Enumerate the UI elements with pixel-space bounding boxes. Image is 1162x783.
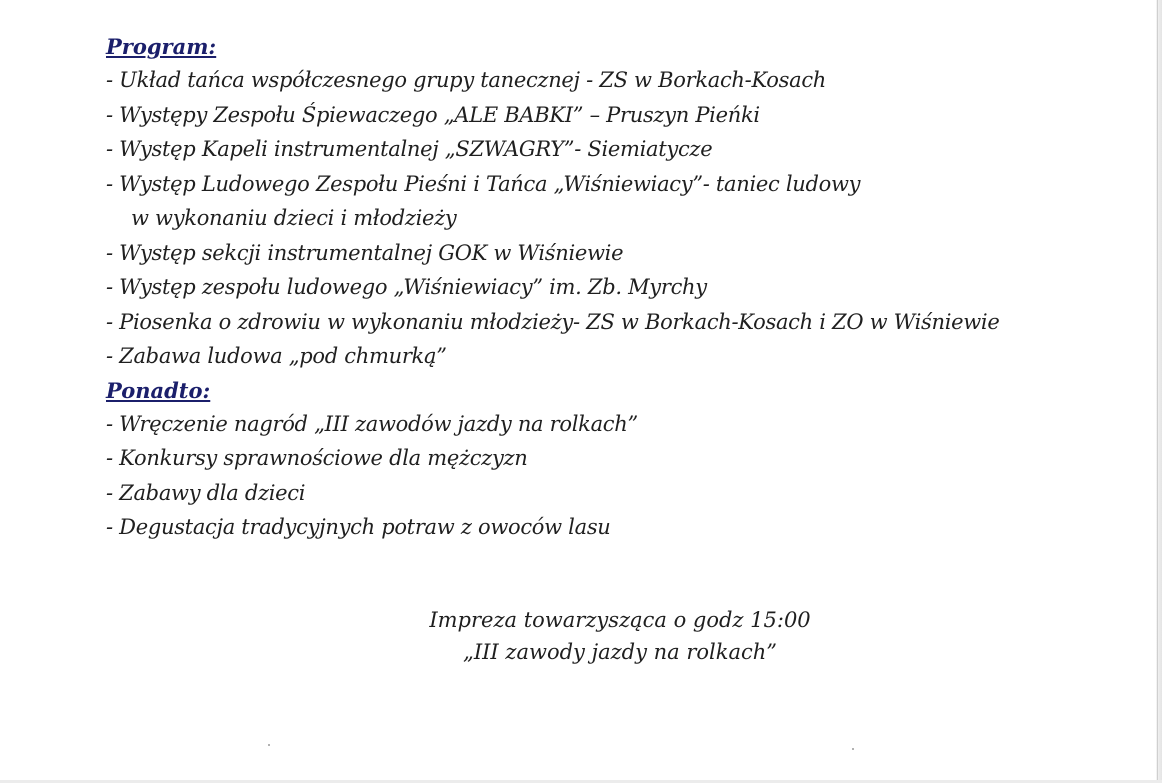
ponadto-heading: Ponadto: <box>106 377 211 403</box>
program-heading: Program: <box>106 34 217 59</box>
accompanying-event-time: Impreza towarzysząca o godz 15:00 <box>429 608 811 632</box>
paper-edge-line <box>1157 0 1158 783</box>
program-item: - Występ Ludowego Zespołu Pieśni i Tańca „Wiśniewiacy”- taniec ludowy <box>106 171 861 196</box>
program-item: - Występ sekcji instrumentalnej GOK w Wiśniewie <box>106 240 624 265</box>
program-item: - Występ zespołu ludowego „Wiśniewiacy” im. Zb. Myrchy <box>106 275 707 299</box>
program-item: - Piosenka o zdrowiu w wykonaniu młodzieży- ZS w Borkach-Kosach i ZO w Wiśniewie <box>106 309 1000 334</box>
ponadto-item: - Konkursy sprawnościowe dla mężczyzn <box>106 446 528 470</box>
ponadto-item: - Wręczenie nagród „III zawodów jazdy na rolkach” <box>106 411 638 436</box>
program-item: - Występ Kapeli instrumentalnej „SZWAGRY”- Siemiatycze <box>106 137 713 161</box>
program-item: - Układ tańca współczesnego grupy tanecznej - ZS w Borkach-Kosach <box>106 68 827 92</box>
ponadto-item: - Degustacja tradycyjnych potraw z owoców lasu <box>106 515 611 539</box>
program-list <box>106 63 1146 374</box>
program-item-continuation: w wykonaniu dzieci i młodzieży <box>131 206 457 230</box>
document-content <box>106 30 1146 545</box>
scan-speck <box>852 748 854 750</box>
program-item: - Zabawa ludowa „pod chmurką” <box>106 344 447 368</box>
ponadto-item: - Zabawy dla dzieci <box>106 480 306 505</box>
accompanying-event-title: „III zawody jazdy na rolkach” <box>462 640 778 664</box>
ponadto-list <box>106 407 1146 545</box>
program-item: - Występy Zespołu Śpiewaczego „ALE BABKI” – Pruszyn Pieńki <box>106 102 760 127</box>
accompanying-event <box>360 604 880 668</box>
scan-speck <box>268 744 270 746</box>
